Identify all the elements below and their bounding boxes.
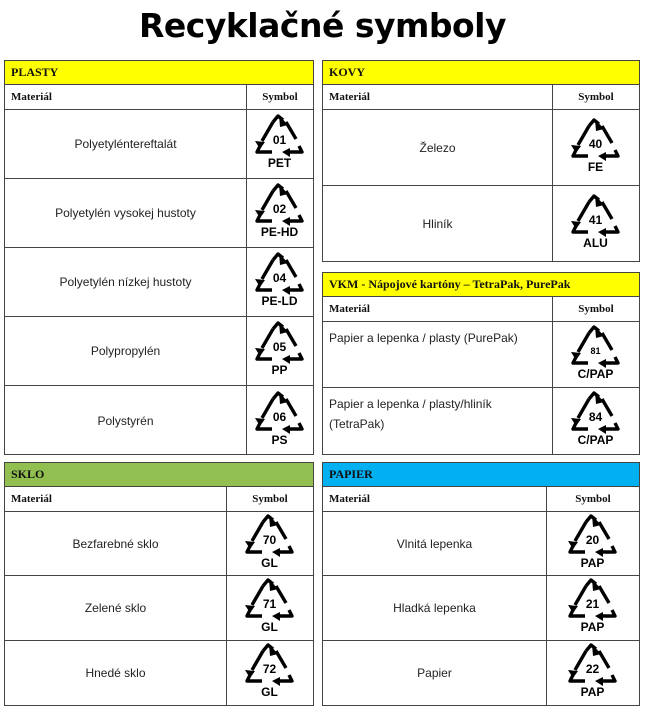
resin-code: 72	[262, 662, 277, 676]
recycling-symbol-icon	[227, 512, 313, 575]
table-header	[323, 487, 639, 512]
recycling-symbol-icon	[553, 322, 639, 387]
col-material-header: Materiál	[323, 297, 553, 321]
material-abbreviation: C/PAP	[577, 366, 614, 381]
material-abbreviation: GL	[261, 555, 278, 570]
resin-code: 01	[272, 133, 287, 147]
recycling-triangle-icon	[565, 578, 621, 638]
material-cell	[323, 388, 553, 454]
table-row	[5, 386, 313, 455]
material-abbreviation: PE-HD	[260, 225, 299, 239]
recycling-triangle-icon	[252, 391, 308, 451]
material-line: Papier a lepenka / plasty (PurePak)	[329, 331, 518, 345]
col-material-header: Materiál	[5, 85, 247, 109]
page-title: Recyklačné symboly	[139, 6, 506, 45]
material-abbreviation: PE-LD	[261, 294, 298, 308]
recycling-symbol-icon	[247, 179, 313, 247]
table-row	[5, 110, 313, 179]
material-abbreviation: GL	[261, 685, 278, 699]
resin-code: 20	[585, 532, 600, 547]
material-cell: Polystyrén	[5, 386, 247, 455]
material-cell: Polyetyléntereftalát	[5, 110, 247, 178]
col-material-header: Materiál	[5, 487, 227, 511]
table-row	[5, 317, 313, 386]
material-cell: Železo	[323, 110, 553, 185]
material-abbreviation: PS	[271, 432, 288, 447]
section-header: PLASTY	[5, 61, 313, 85]
recycling-symbol-icon	[547, 576, 639, 640]
section-header: VKM - Nápojové kartóny – TetraPak, PurePak	[323, 273, 639, 297]
table-header	[323, 297, 639, 322]
section-sklo	[4, 462, 314, 706]
material-cell: Polyetylén vysokej hustoty	[5, 179, 247, 247]
material-cell: Papier	[323, 641, 547, 705]
table-header	[323, 85, 639, 110]
material-cell: Bezfarebné sklo	[5, 512, 227, 575]
resin-code: 70	[262, 532, 277, 547]
recycling-symbol-icon	[247, 386, 313, 455]
resin-code: 81	[590, 345, 601, 356]
table-header	[5, 487, 313, 512]
section-header: KOVY	[323, 61, 639, 85]
material-line: Papier a lepenka / plasty/hliník	[329, 397, 492, 411]
table-row	[5, 641, 313, 705]
col-symbol-header: Symbol	[262, 91, 298, 103]
table-row	[323, 186, 639, 261]
table-row	[5, 248, 313, 317]
material-abbreviation: PAP	[580, 620, 605, 634]
table-row	[323, 322, 639, 388]
recycling-triangle-icon	[252, 321, 308, 381]
material-cell: Zelené sklo	[5, 576, 227, 640]
recycling-symbol-icon	[227, 576, 313, 640]
table-row	[323, 576, 639, 641]
section-vkm	[322, 272, 640, 455]
col-symbol-header: Symbol	[578, 91, 614, 103]
table-row	[5, 512, 313, 576]
resin-code: 41	[588, 212, 603, 227]
resin-code: 04	[272, 271, 287, 285]
recycling-symbol-icon	[247, 110, 313, 178]
resin-code: 22	[585, 662, 600, 676]
table-row	[323, 512, 639, 576]
col-symbol-header: Symbol	[252, 493, 288, 505]
recycling-triangle-icon	[242, 514, 298, 574]
recycling-symbol-icon	[553, 388, 639, 454]
recycling-triangle-icon	[565, 643, 621, 703]
recycling-symbol-icon	[247, 317, 313, 385]
material-line: (TetraPak)	[329, 417, 385, 431]
resin-code: 05	[272, 340, 287, 354]
recycling-symbol-icon	[553, 186, 639, 261]
col-symbol-header: Symbol	[575, 493, 611, 505]
material-cell: Polyetylén nízkej hustoty	[5, 248, 247, 316]
recycling-triangle-icon	[252, 252, 308, 312]
recycling-triangle-icon	[568, 194, 624, 254]
material-abbreviation: PP	[271, 363, 288, 377]
material-cell: Hladká lepenka	[323, 576, 547, 640]
col-material-header: Materiál	[323, 487, 547, 511]
material-cell: Hnedé sklo	[5, 641, 227, 705]
recycling-triangle-icon	[568, 391, 624, 451]
material-abbreviation: FE	[587, 159, 604, 174]
recycling-symbol-icon	[547, 512, 639, 575]
material-cell: Vlnitá lepenka	[323, 512, 547, 575]
recycling-triangle-icon	[568, 118, 624, 178]
material-abbreviation: ALU	[583, 235, 608, 250]
section-header: SKLO	[5, 463, 313, 487]
resin-code: 84	[588, 410, 603, 424]
recycling-symbol-icon	[227, 641, 313, 705]
table-row	[323, 110, 639, 186]
recycling-triangle-icon	[252, 183, 308, 243]
table-row	[5, 179, 313, 248]
resin-code: 71	[262, 597, 277, 611]
resin-code: 02	[272, 202, 287, 216]
section-plasty	[4, 60, 314, 455]
material-cell: Polypropylén	[5, 317, 247, 385]
recycling-triangle-icon	[568, 325, 624, 385]
resin-code: 06	[272, 409, 287, 424]
material-cell: Hliník	[323, 186, 553, 261]
material-cell	[323, 322, 553, 387]
recycling-triangle-icon	[242, 578, 298, 638]
material-abbreviation: GL	[261, 620, 278, 634]
table-row	[323, 388, 639, 454]
material-abbreviation: PET	[267, 156, 292, 170]
col-symbol-header: Symbol	[578, 303, 614, 315]
section-kovy	[322, 60, 640, 262]
resin-code: 21	[585, 597, 600, 611]
material-abbreviation: PAP	[580, 555, 605, 570]
recycling-triangle-icon	[252, 114, 308, 174]
recycling-triangle-icon	[242, 643, 298, 703]
recycling-symbol-icon	[553, 110, 639, 185]
table-row	[5, 576, 313, 641]
col-material-header: Materiál	[323, 85, 553, 109]
table-row	[323, 641, 639, 705]
section-papier	[322, 462, 640, 706]
recycling-symbol-icon	[547, 641, 639, 705]
recycling-triangle-icon	[565, 514, 621, 574]
resin-code: 40	[588, 136, 603, 151]
section-header: PAPIER	[323, 463, 639, 487]
table-header	[5, 85, 313, 110]
recycling-symbol-icon	[247, 248, 313, 316]
material-abbreviation: C/PAP	[577, 433, 614, 447]
material-abbreviation: PAP	[580, 685, 605, 699]
